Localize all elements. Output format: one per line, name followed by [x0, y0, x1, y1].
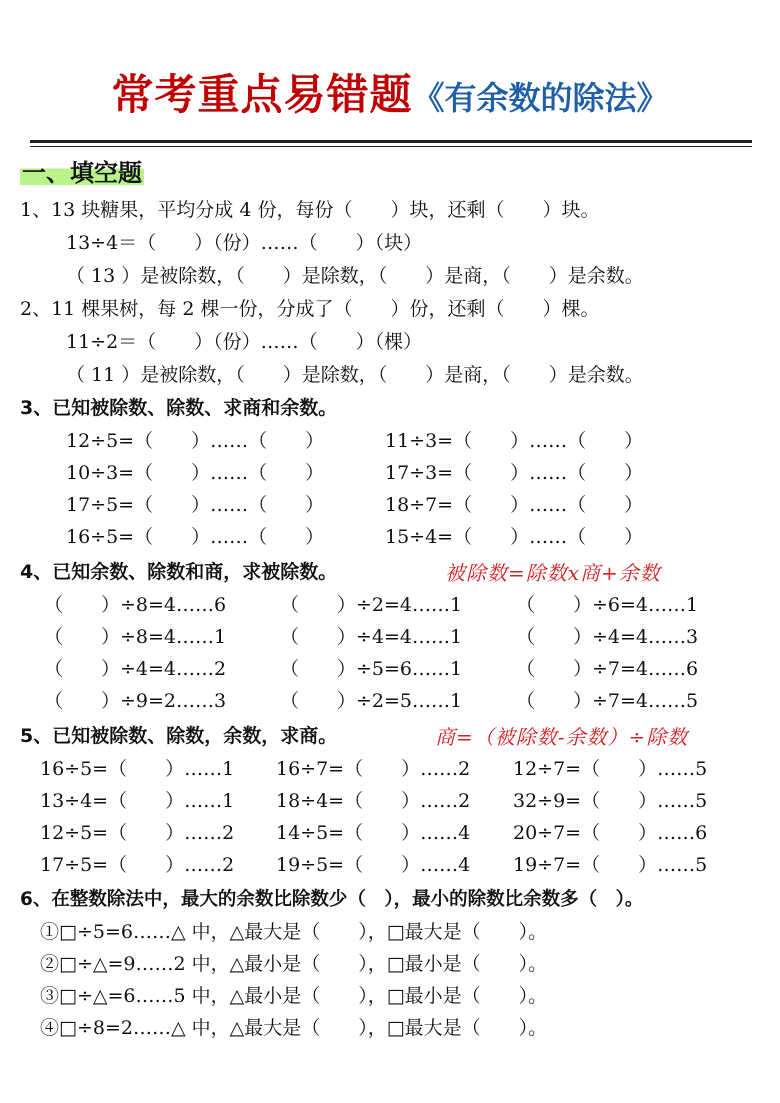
- q4-problem: （ ）÷4=4……2: [44, 658, 227, 680]
- q1-equation: 13÷4＝（ ）（份）……（ ）（块）: [66, 232, 423, 254]
- q5-problem: 19÷7=（ ）……5: [513, 854, 708, 876]
- q3-problem: 12÷5=（ ）……（ ）: [66, 430, 325, 452]
- q3-problem: 17÷5=（ ）……（ ）: [66, 494, 325, 516]
- q3-problem: 17÷3=（ ）……（ ）: [385, 462, 644, 484]
- q4-problem: （ ）÷7=4……5: [516, 690, 699, 712]
- q4-problem: （ ）÷7=4……6: [516, 658, 699, 680]
- q6-title: 6、在整数除法中，最大的余数比除数少（ ），最小的除数比余数多（ ）。: [20, 889, 644, 910]
- title-rule-thick: [30, 140, 752, 143]
- q5-formula: 商=（被除数-余数）÷除数: [435, 725, 689, 749]
- q4-problem: （ ）÷4=4……1: [280, 626, 463, 648]
- q4-problem: （ ）÷5=6……1: [280, 658, 463, 680]
- q6-item: ④□÷8=2……△ 中，△最大是（ ），□最大是（ ）。: [40, 1017, 548, 1039]
- q5-problem: 12÷7=（ ）……5: [513, 758, 708, 780]
- q3-problem: 16÷5=（ ）……（ ）: [66, 526, 325, 548]
- page-title: [0, 62, 780, 122]
- q4-problem: （ ）÷6=4……1: [516, 594, 699, 616]
- q5-problem: 16÷5=（ ）……1: [40, 758, 235, 780]
- section-title: 一、填空题: [20, 153, 144, 188]
- q4-formula: 被除数=除数x商+余数: [445, 561, 661, 585]
- q4-problem: （ ）÷8=4……6: [44, 594, 227, 616]
- q4-problem: （ ）÷8=4……1: [44, 626, 227, 648]
- q3-title: 3、已知被除数、除数、求商和余数。: [20, 397, 338, 419]
- q5-problem: 18÷4=（ ）……2: [276, 790, 471, 812]
- q1-parts: （ 13 ）是被除数，（ ）是除数，（ ）是商，（ ）是余数。: [66, 265, 644, 287]
- title-rule-thin: [30, 146, 752, 147]
- q4-title: 4、已知余数、除数和商，求被除数。: [20, 561, 338, 583]
- q3-problem: 18÷7=（ ）……（ ）: [385, 494, 644, 516]
- q6-item: ③□÷△=6……5 中，△最小是（ ），□最小是（ ）。: [40, 985, 548, 1007]
- q4-problem: （ ）÷9=2……3: [44, 690, 227, 712]
- q5-problem: 17÷5=（ ）……2: [40, 854, 235, 876]
- q3-problem: 15÷4=（ ）……（ ）: [385, 526, 644, 548]
- q5-problem: 13÷4=（ ）……1: [40, 790, 235, 812]
- q6-item: ②□÷△=9……2 中，△最小是（ ），□最小是（ ）。: [40, 953, 548, 975]
- q3-problem: 11÷3=（ ）……（ ）: [385, 430, 644, 452]
- q5-problem: 16÷7=（ ）……2: [276, 758, 471, 780]
- q5-problem: 12÷5=（ ）……2: [40, 822, 235, 844]
- q4-problem: （ ）÷4=4……3: [516, 626, 699, 648]
- q2-equation: 11÷2＝（ ）（份）……（ ）（棵）: [66, 331, 423, 353]
- q2-parts: （ 11 ）是被除数，（ ）是除数，（ ）是商，（ ）是余数。: [66, 364, 644, 386]
- title-sub: 《有余数的除法》: [412, 79, 669, 117]
- q4-problem: （ ）÷2=4……1: [280, 594, 463, 616]
- q2-stem: 2、11 棵果树，每 2 棵一份，分成了（ ）份，还剩（ ）棵。: [20, 298, 600, 320]
- q4-problem: （ ）÷2=5……1: [280, 690, 463, 712]
- title-main: 常考重点易错题: [111, 70, 413, 119]
- q1-stem: 1、13 块糖果，平均分成 4 份，每份（ ）块，还剩（ ）块。: [20, 199, 600, 221]
- q5-title: 5、已知被除数、除数，余数，求商。: [20, 725, 338, 747]
- q3-problem: 10÷3=（ ）……（ ）: [66, 462, 325, 484]
- q5-problem: 32÷9=（ ）……5: [513, 790, 708, 812]
- q5-problem: 20÷7=（ ）……6: [513, 822, 708, 844]
- q5-problem: 14÷5=（ ）……4: [276, 822, 471, 844]
- q5-problem: 19÷5=（ ）……4: [276, 854, 471, 876]
- q6-item: ①□÷5=6……△ 中，△最大是（ ），□最大是（ ）。: [40, 921, 548, 943]
